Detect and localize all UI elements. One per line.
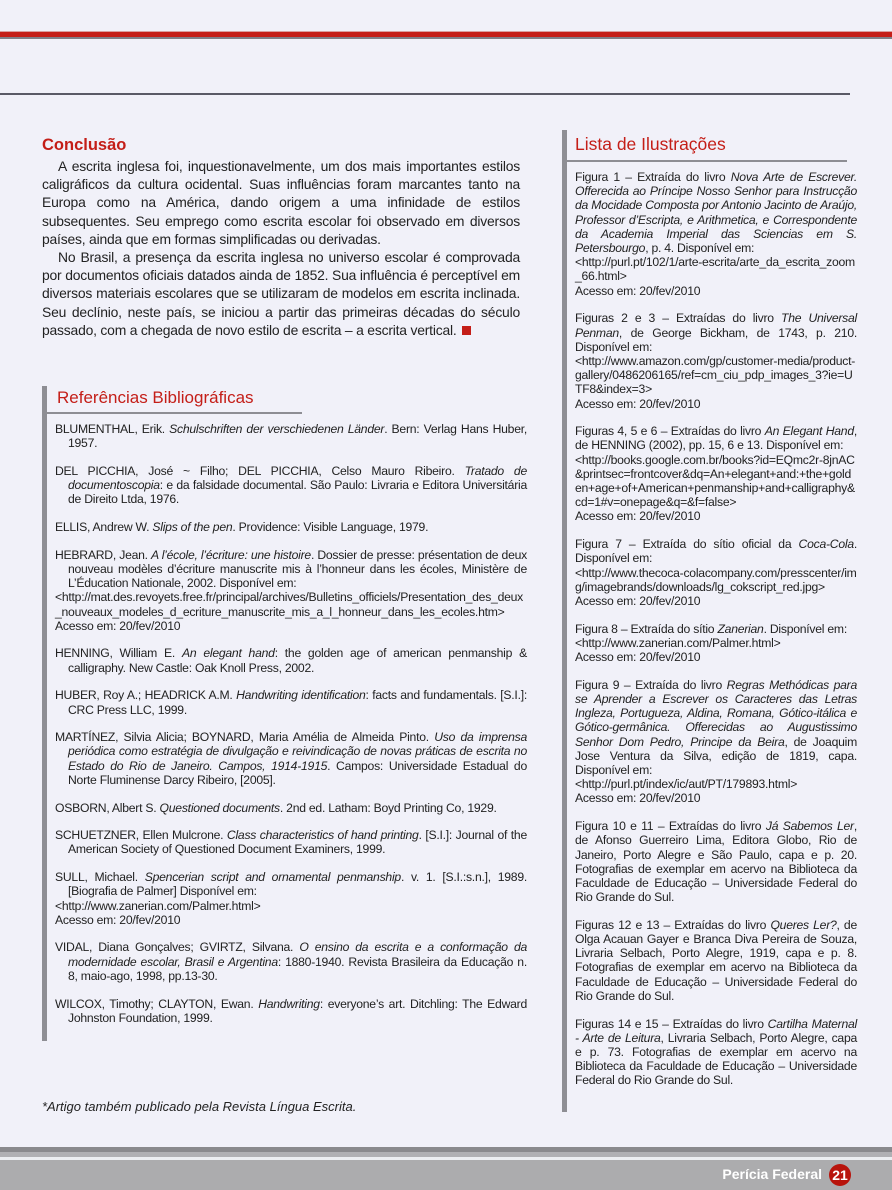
reference-entry <box>55 520 527 534</box>
reference-details: : e da falsidade documental. São Paulo: Livraria e Editora Universitária de Direito Ltda, 1976. <box>68 478 527 507</box>
reference-citation <box>55 463 527 507</box>
reference-title: Uso da imprensa periódica como estratégia de divulgação e reivindicação de novas práticas de escrita no Estado do Rio de Janeiro. Campos, 1914-1915 <box>68 730 527 773</box>
reference-entry <box>55 997 527 1025</box>
illustration-access-date: Acesso em: 20/fev/2010 <box>575 283 701 298</box>
reference-citation <box>55 520 527 535</box>
reference-citation <box>55 828 527 857</box>
illustration-access-date: Acesso em: 20/fev/2010 <box>575 791 701 806</box>
reference-title: Schulschriften der verschiedenen Länder <box>169 422 385 436</box>
page-number-badge: 21 <box>829 1164 851 1186</box>
illustration-details: , de Afonso Guerreiro Lima, Editora Globo, Rio de Janeiro, Porto Alegre e São Paulo, capa e p. 20. Fotografias de exemplar em acervo na Biblioteca da Faculdade de Educação – Universidade Federal do Rio Grande do Sul. <box>575 819 857 905</box>
illustration-entry <box>575 170 857 298</box>
illustration-details: , de George Bickham, de 1743, p. 210. Disponível em: <box>575 325 857 354</box>
reference-text: VIDAL, Diana Gonçalves; GVIRTZ, Silvana. <box>55 940 300 955</box>
illustration-citation <box>575 622 857 636</box>
illustration-url-link[interactable]: <http://books.google.com.br/books?id=EQmc2r-8jnAC&printsec=frontcover&dq=An+elegant+and:+the+golden+age+of+American+penmanship+and+calligraphy&cd=1#v=onepage&q=&f=false> <box>575 452 855 510</box>
illustration-title: The Universal Penman <box>575 311 857 340</box>
illustration-text: Figuras 4, 5 e 6 – Extraídas do livro <box>575 424 765 439</box>
illustration-text: Figura 8 – Extraída do sítio <box>575 621 718 636</box>
reference-text: OSBORN, Albert S. <box>55 800 160 815</box>
conclusion-paragraph-1: A escrita inglesa foi, inquestionavelmente, um dos mais importantes estilos caligráficos da cultura ocidental. Suas influências foram marcantes tanto na Europa como na América, dando origem a uma infinidade de estilos subsequentes. Seu emprego como escrita escolar foi observado em diversos países, ainda que em formas simplificadas ou derivadas. <box>42 158 520 247</box>
reference-entry <box>55 828 527 856</box>
reference-text: BLUMENTHAL, Erik. <box>55 422 170 436</box>
illustration-entry <box>575 622 857 665</box>
illustration-text: Figuras 12 e 13 – Extraídas do livro <box>575 917 771 932</box>
reference-citation <box>55 996 527 1025</box>
illustration-entry <box>575 678 857 806</box>
reference-citation <box>55 730 527 787</box>
illustration-title: Queres Ler? <box>770 917 837 932</box>
reference-title: Slips of the pen <box>152 520 233 535</box>
reference-text: SULL, Michael. <box>55 870 145 885</box>
illustration-citation <box>575 819 857 904</box>
illustration-title: An Elegant Hand <box>764 424 854 439</box>
illustration-text: Figuras 2 e 3 – Extraídas do livro <box>575 311 781 326</box>
illustrations-title: Lista de Ilustrações <box>567 130 847 162</box>
reference-entry <box>55 730 527 787</box>
reference-title: Spencerian script and ornamental penmanship <box>144 870 401 885</box>
publication-name: Perícia Federal <box>722 1166 822 1182</box>
reference-citation <box>55 800 527 815</box>
illustration-citation <box>575 311 857 354</box>
illustration-title: Regras Methódicas para se Aprender a Escrever os Caracteres das Letras Ingleza, Portugueza, Aldina, Romana, Gótico-itálica e Gótico-germânica. Offerecidas ao Augustissimo Senhor Dom Pedro, Principe da Beira <box>575 677 857 749</box>
end-of-article-square-icon <box>462 326 471 335</box>
illustration-access-date: Acesso em: 20/fev/2010 <box>575 650 701 665</box>
illustration-title: Já Sabemos Ler <box>765 819 854 834</box>
illustration-url-link[interactable]: <http://www.amazon.com/gp/customer-media/product-gallery/0486206165/ref=cm_ciu_pdp_images_3?ie=UTF8&index=3> <box>575 353 856 397</box>
reference-details: : 1880-1940. Revista Brasileira da Educação n. 8, maio-ago, 1998, pp.13-30. <box>68 954 527 983</box>
reference-entry <box>55 646 527 674</box>
illustration-citation <box>575 678 857 777</box>
illustration-url-link[interactable]: <http://www.zanerian.com/Palmer.html> <box>575 635 781 650</box>
reference-citation <box>55 870 527 899</box>
reference-title: A l’école, l’écriture: une histoire <box>151 547 311 562</box>
reference-text: WILCOX, Timothy; CLAYTON, Ewan. <box>55 996 259 1011</box>
reference-entry <box>55 464 527 507</box>
references-list <box>47 414 527 1025</box>
illustration-citation <box>575 170 857 255</box>
illustration-access-date: Acesso em: 20/fev/2010 <box>575 509 701 524</box>
reference-details: : everyone’s art. Ditchling: The Edward Johnston Foundation, 1999. <box>68 996 527 1025</box>
conclusion-paragraph-2-text: No Brasil, a presença da escrita inglesa no universo escolar é comprovada por documentos oficiais datados ainda de 1852. Sua influência é perceptível em diversos materiais escolares que se utilizaram de modelos em escrita inclinada. Seu declínio, neste país, se iniciou a partir das primeiras décadas do século passado, com a chegada de novo estilo de escrita – a escrita vertical. <box>42 249 520 338</box>
illustration-details: , Livraria Selbach, Porto Alegre, capa e p. 73. Fotografias de exemplar em acervo na Biblioteca da Faculdade de Educação – Universidade Federal do Rio Grande do Sul. <box>575 1030 857 1088</box>
illustration-text: Figura 9 – Extraída do livro <box>575 677 727 692</box>
illustration-details: , de Olga Acauan Gayer e Branca Diva Pereira de Souza, Livraria Selbach, Porto Alegre, 1919, capa e p. 8. Fotografias de exemplar em acervo na Biblioteca da Faculdade de Educação – Universidade Federal do Rio Grande do Sul. <box>575 917 857 1003</box>
reference-details: : facts and fundamentals. [S.I.]: CRC Press LLC, 1999. <box>68 688 527 717</box>
illustration-entry <box>575 311 857 410</box>
header-divider <box>0 93 850 95</box>
reference-entry <box>55 548 527 633</box>
illustrations-list <box>567 162 857 1088</box>
reference-entry <box>55 801 527 815</box>
illustration-entry <box>575 424 857 523</box>
reference-text: ELLIS, Andrew W. <box>55 520 153 535</box>
reference-text: HENNING, William E. <box>55 646 182 661</box>
illustration-entry <box>575 537 857 608</box>
illustration-title: Coca-Cola <box>798 537 854 552</box>
reference-entry <box>55 940 527 983</box>
reference-url-link[interactable]: <http://www.zanerian.com/Palmer.html> <box>55 898 261 913</box>
references-box <box>42 386 527 1041</box>
header-gray-rule <box>0 37 892 39</box>
reference-citation <box>55 422 528 451</box>
reference-citation <box>55 646 527 675</box>
reference-text: HEBRARD, Jean. <box>55 547 152 562</box>
reference-citation <box>55 688 527 717</box>
reference-text: HUBER, Roy A.; HEADRICK A.M. <box>55 688 237 703</box>
illustrations-box <box>562 130 857 1112</box>
illustration-details: , de Joaquim Jose Ventura da Silva, edição de 1819, capa. Disponível em: <box>575 734 857 778</box>
reference-title: O ensino da escrita e a conformação da modernidade escolar, Brasil e Argentina <box>68 940 527 969</box>
reference-details: . Dossier de presse: présentation de deux nouveau modèles d’écriture manuscrite mis à l’honneur dans les écoles, Ministère de L’Éducation Nationale, 2002. Disponível em: <box>68 547 527 591</box>
illustration-citation <box>575 1017 857 1088</box>
reference-details: . [S.I.]: Journal of the American Society of Questioned Document Examiners, 1999. <box>68 828 527 857</box>
references-title: Referências Bibliográficas <box>47 386 302 414</box>
illustration-text: Figura 10 e 11 – Extraídas do livro <box>575 819 766 834</box>
reference-title: Class characteristics of hand printing <box>226 828 419 843</box>
illustration-entry <box>575 819 857 904</box>
illustration-text: Figura 1 – Extraída do livro <box>575 170 731 184</box>
illustration-details: , p. 4. Disponível em: <box>645 241 755 256</box>
illustration-text: Figuras 14 e 15 – Extraídas do livro <box>575 1016 768 1031</box>
reference-citation <box>55 547 527 591</box>
reference-details: . Bern: Verlag Hans Huber, 1957. <box>68 422 528 451</box>
reference-text: MARTÍNEZ, Silvia Alicia; BOYNARD, Maria Amélia de Almeida Pinto. <box>55 730 435 745</box>
reference-title: An elegant hand <box>182 646 275 661</box>
reference-entry <box>55 870 527 927</box>
reference-details: . Campos: Universidade Estadual do Norte Fluminense Darcy Ribeiro, [2005]. <box>68 758 527 787</box>
illustration-citation <box>575 537 857 565</box>
reference-text: SCHUETZNER, Ellen Mulcrone. <box>55 828 227 843</box>
illustration-entry <box>575 918 857 1003</box>
conclusion-section <box>42 136 520 339</box>
reference-title: Questioned documents <box>159 800 280 815</box>
reference-access-date: Acesso em: 20/fev/2010 <box>55 912 181 927</box>
reference-text: DEL PICCHIA, José ~ Filho; DEL PICCHIA, Celso Mauro Ribeiro. <box>55 463 465 478</box>
illustration-citation <box>575 918 857 1003</box>
reference-entry <box>55 688 527 716</box>
illustration-citation <box>575 424 857 452</box>
illustration-access-date: Acesso em: 20/fev/2010 <box>575 396 701 411</box>
reference-entry <box>55 422 527 450</box>
illustration-text: Figura 7 – Extraída do sítio oficial da <box>575 537 799 552</box>
illustration-details: . Disponível em: <box>575 537 857 566</box>
reference-details: . 2nd ed. Latham: Boyd Printing Co, 1929. <box>279 800 497 815</box>
conclusion-paragraph-2 <box>42 248 520 339</box>
reference-citation <box>55 940 527 983</box>
illustration-title: Nova Arte de Escrever. Offerecida ao Príncipe Nosso Senhor para Instrucção da Mocidade Composta por Antonio Jacinto de Araújo, Professor d’Escripta, e Arithmetica, e Correspondente da Academia Imperial das Sciencias em S. Petersbourgo <box>575 170 857 256</box>
illustration-url-link[interactable]: <http://purl.pt/index/ic/aut/PT/179893.html> <box>575 777 798 792</box>
reference-url-link[interactable]: <http://mat.des.revoyets.free.fr/principal/archives/Bulletins_officiels/Presentation_des_deux_nouveaux_modeles_d_ecriture_manuscrite_mis_a_l_honneur_dans_les_ecoles.htm> <box>55 590 524 619</box>
reference-details: . v. 1. [S.I.:s.n.], 1989. [Biografia de Palmer] Disponível em: <box>68 870 527 899</box>
illustration-url-link[interactable]: <http://purl.pt/102/1/arte-escrita/arte_da_escrita_zoom_66.html> <box>575 255 855 284</box>
conclusion-title: Conclusão <box>42 136 127 154</box>
illustration-title: Zanerian <box>717 621 764 636</box>
reference-title: Handwriting <box>258 996 320 1011</box>
footnote: *Artigo também publicado pela Revista Língua Escrita. <box>42 1099 357 1114</box>
reference-details: : the golden age of american penmanship & calligraphy. New Castle: Oak Knoll Press, 2002. <box>68 646 527 675</box>
reference-access-date: Acesso em: 20/fev/2010 <box>55 618 181 633</box>
reference-title: Tratado de documentoscopia <box>68 463 527 493</box>
illustration-access-date: Acesso em: 20/fev/2010 <box>575 593 701 608</box>
illustration-details: . Disponível em: <box>763 621 847 636</box>
illustration-entry <box>575 1017 857 1088</box>
reference-title: Handwriting identification <box>236 688 366 703</box>
illustration-details: , de HENNING (2002), pp. 15, 6 e 13. Disponível em: <box>575 424 857 453</box>
illustration-url-link[interactable]: <http://www.thecoca-colacompany.com/presscenter/img/imagebrands/downloads/lg_cokscript_red.jpg> <box>575 565 857 594</box>
reference-details: . Providence: Visible Language, 1979. <box>232 520 429 535</box>
illustration-title: Cartilha Maternal - Arte de Leitura <box>575 1016 857 1045</box>
